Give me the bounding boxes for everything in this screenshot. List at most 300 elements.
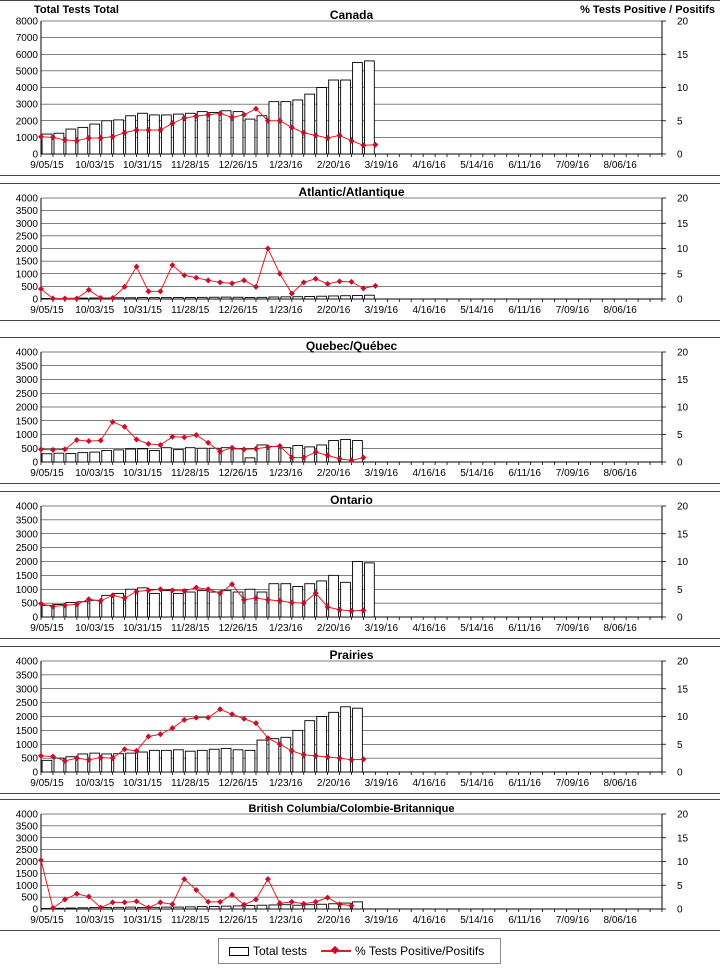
x-tick-label: 6/11/16 <box>508 160 541 171</box>
x-tick-label: 10/03/15 <box>75 468 115 479</box>
bar <box>90 452 100 462</box>
x-tick-label: 8/06/16 <box>603 623 637 634</box>
chart-ontario <box>0 492 720 640</box>
bar <box>341 80 351 154</box>
bar <box>353 562 363 618</box>
bar <box>293 905 303 909</box>
y-tick-left: 3000 <box>15 684 38 696</box>
line-point <box>217 706 223 712</box>
bar <box>221 906 231 909</box>
line-point <box>313 276 319 282</box>
x-tick-label: 12/26/15 <box>218 468 258 479</box>
bar <box>138 588 148 617</box>
y-tick-left: 1000 <box>15 132 38 144</box>
y-tick-left: 500 <box>21 892 38 904</box>
line-point <box>62 295 68 301</box>
chart-atlantic <box>0 184 720 322</box>
x-tick-label: 10/31/15 <box>123 305 162 316</box>
bar <box>245 119 255 154</box>
bar <box>353 295 363 299</box>
x-tick-label: 12/26/15 <box>218 623 258 634</box>
chart-title: Quebec/Québec <box>305 339 398 353</box>
bar <box>185 592 195 617</box>
x-tick-label: 5/14/16 <box>460 468 494 479</box>
line-point <box>265 876 271 882</box>
bar <box>269 739 279 772</box>
line-point <box>86 438 92 444</box>
y-tick-left: 4000 <box>15 347 38 359</box>
bar <box>161 448 171 462</box>
bar <box>341 707 351 772</box>
x-tick-label: 8/06/16 <box>603 778 637 789</box>
bar <box>269 297 279 299</box>
y-tick-right: 20 <box>677 501 689 513</box>
bar <box>329 575 339 617</box>
bar <box>317 904 327 909</box>
x-tick-label: 9/05/15 <box>30 778 64 789</box>
x-tick-label: 6/11/16 <box>508 468 541 479</box>
line-point <box>193 432 199 438</box>
x-tick-label: 10/03/15 <box>75 915 115 926</box>
bar <box>245 750 255 772</box>
x-tick-label: 10/03/15 <box>75 160 115 171</box>
x-tick-label: 12/26/15 <box>218 915 258 926</box>
y-tick-right: 0 <box>677 149 683 161</box>
y-tick-left: 4000 <box>15 193 38 205</box>
bar <box>257 905 267 909</box>
bar <box>233 906 243 909</box>
y-tick-left: 3000 <box>15 99 38 111</box>
bar <box>197 448 207 462</box>
line-point <box>122 899 128 905</box>
y-tick-left: 2000 <box>15 116 38 128</box>
bar <box>161 591 171 617</box>
bar <box>233 449 243 462</box>
bar <box>150 750 160 772</box>
bar <box>173 297 183 299</box>
x-tick-label: 9/05/15 <box>30 160 64 171</box>
x-tick-label: 4/16/16 <box>412 305 446 316</box>
x-tick-label: 8/06/16 <box>603 468 637 479</box>
bar <box>114 907 124 909</box>
y-tick-right: 20 <box>677 193 689 205</box>
line-point <box>241 277 247 283</box>
x-tick-label: 1/23/16 <box>269 160 303 171</box>
chart-title: Ontario <box>330 493 373 507</box>
line-point <box>110 899 116 905</box>
x-tick-label: 10/03/15 <box>75 305 115 316</box>
line-point <box>277 271 283 277</box>
bar <box>233 297 243 299</box>
bar <box>329 80 339 154</box>
y-tick-left: 8000 <box>15 16 38 28</box>
line-point <box>289 899 295 905</box>
y-tick-left: 0 <box>32 149 38 161</box>
y-tick-right: 0 <box>677 612 683 624</box>
x-tick-label: 3/19/16 <box>364 915 399 926</box>
bar <box>209 448 219 462</box>
bar <box>138 297 148 299</box>
x-tick-label: 4/16/16 <box>412 468 446 479</box>
x-tick-label: 5/14/16 <box>460 778 494 789</box>
line-point <box>134 264 140 270</box>
line-point <box>38 446 44 452</box>
panel-british-columbia <box>0 799 720 931</box>
bar <box>161 750 171 772</box>
y-tick-left: 2000 <box>15 244 38 255</box>
line-point <box>217 279 223 285</box>
y-tick-left: 1500 <box>15 570 38 582</box>
x-tick-label: 6/11/16 <box>508 305 541 316</box>
y-tick-left: 3000 <box>15 218 38 230</box>
bar <box>54 133 64 154</box>
bar <box>293 297 303 299</box>
bar <box>245 458 255 462</box>
y-tick-left: 6000 <box>15 49 38 61</box>
bar <box>269 102 279 154</box>
bar <box>42 454 52 462</box>
line-point <box>253 284 259 290</box>
bar <box>281 737 291 772</box>
x-tick-label: 11/28/15 <box>171 915 210 926</box>
x-tick-label: 4/16/16 <box>412 160 446 171</box>
bar <box>221 748 231 772</box>
y-tick-right: 10 <box>677 244 689 255</box>
x-tick-label: 12/26/15 <box>218 160 258 171</box>
line-point <box>337 278 343 284</box>
bar <box>233 750 243 772</box>
bar <box>197 750 207 772</box>
panel-atlantic <box>0 183 720 321</box>
bar <box>66 453 76 462</box>
bar <box>293 446 303 463</box>
x-tick-label: 5/14/16 <box>460 160 494 171</box>
x-tick-label: 7/09/16 <box>555 160 590 171</box>
bar <box>126 298 136 299</box>
bar <box>305 94 315 154</box>
bar <box>269 447 279 462</box>
legend-line-swatch <box>321 946 351 956</box>
x-tick-label: 7/09/16 <box>555 915 590 926</box>
x-tick-label: 10/03/15 <box>75 778 115 789</box>
line-point <box>181 434 187 440</box>
line-point <box>372 283 378 289</box>
legend-bar-swatch <box>229 947 249 956</box>
chart-title: Canada <box>329 8 374 22</box>
bar <box>185 297 195 299</box>
y-tick-left: 2500 <box>15 698 38 710</box>
x-tick-label: 2/20/16 <box>316 778 351 789</box>
line-point <box>157 442 163 448</box>
bar <box>269 905 279 909</box>
bar <box>173 750 183 772</box>
y-tick-left: 1000 <box>15 269 38 281</box>
chart-title: Atlantic/Atlantique <box>298 185 405 199</box>
line-point <box>157 731 163 737</box>
x-tick-label: 9/05/15 <box>30 305 64 316</box>
bar <box>173 114 183 154</box>
x-tick-label: 1/23/16 <box>269 305 303 316</box>
y-tick-left: 3500 <box>15 821 38 833</box>
bar <box>90 753 100 772</box>
x-tick-label: 6/11/16 <box>508 778 541 789</box>
y-tick-left: 4000 <box>15 83 38 94</box>
line-point <box>349 279 355 285</box>
line-series <box>41 860 352 908</box>
y-tick-left: 2500 <box>15 388 38 400</box>
panel-quebec <box>0 337 720 484</box>
line-point <box>157 288 163 294</box>
bar <box>197 907 207 909</box>
y-tick-left: 1000 <box>15 739 38 751</box>
legend-item-percent-positive <box>321 944 484 958</box>
bar <box>233 112 243 154</box>
bar <box>329 712 339 772</box>
x-tick-label: 10/31/15 <box>123 915 162 926</box>
y-tick-left: 1000 <box>15 584 38 596</box>
bar <box>209 906 219 909</box>
y-tick-left: 3500 <box>15 515 38 527</box>
y-tick-left: 4000 <box>15 656 38 668</box>
y-tick-right: 5 <box>677 880 683 892</box>
bar <box>209 297 219 299</box>
line-point <box>229 280 235 286</box>
bar <box>317 581 327 617</box>
y-tick-right: 10 <box>677 402 689 414</box>
x-tick-label: 11/28/15 <box>171 305 210 316</box>
bar <box>138 449 148 462</box>
x-tick-label: 8/06/16 <box>603 160 637 171</box>
bar <box>150 593 160 617</box>
y-tick-left: 3000 <box>15 833 38 845</box>
y-tick-right: 0 <box>677 294 683 306</box>
bar <box>245 905 255 909</box>
y-tick-right: 20 <box>677 656 689 668</box>
x-tick-label: 10/31/15 <box>123 778 162 789</box>
y-tick-left: 1000 <box>15 430 38 441</box>
bar <box>257 740 267 772</box>
x-tick-label: 12/26/15 <box>218 305 258 316</box>
bar <box>66 908 76 909</box>
y-tick-right: 5 <box>677 584 683 596</box>
y-tick-right: 5 <box>677 430 683 441</box>
x-tick-label: 9/05/15 <box>30 623 64 634</box>
bar <box>365 295 375 299</box>
x-tick-label: 10/03/15 <box>75 623 115 634</box>
y-tick-left: 2000 <box>15 557 38 568</box>
bar <box>221 591 231 617</box>
y-tick-right: 10 <box>677 557 689 568</box>
bar <box>209 592 219 617</box>
bar <box>42 605 52 617</box>
x-tick-label: 8/06/16 <box>603 915 637 926</box>
bar <box>114 450 124 462</box>
x-tick-label: 11/28/15 <box>171 468 210 479</box>
bar <box>102 450 112 462</box>
bar <box>66 129 76 154</box>
chart-quebec <box>0 338 720 485</box>
y-tick-left: 4000 <box>15 501 38 513</box>
x-tick-label: 1/23/16 <box>269 468 303 479</box>
x-tick-label: 2/20/16 <box>316 623 351 634</box>
y-tick-left: 0 <box>32 767 38 779</box>
bar <box>305 905 315 909</box>
line-point <box>98 295 104 301</box>
x-tick-label: 4/16/16 <box>412 623 446 634</box>
line-point <box>181 717 187 723</box>
line-point <box>145 905 151 911</box>
y-tick-left: 500 <box>21 281 38 293</box>
x-tick-label: 3/19/16 <box>364 778 399 789</box>
x-tick-label: 7/09/16 <box>555 623 590 634</box>
x-tick-label: 3/19/16 <box>364 623 399 634</box>
bar <box>126 907 136 909</box>
y-tick-left: 0 <box>32 904 38 916</box>
bar <box>281 297 291 299</box>
x-tick-label: 7/09/16 <box>555 468 590 479</box>
y-tick-right: 5 <box>677 269 683 281</box>
y-tick-left: 2500 <box>15 845 38 857</box>
y-tick-left: 1500 <box>15 868 38 880</box>
x-tick-label: 10/31/15 <box>123 623 162 634</box>
y-tick-left: 3500 <box>15 361 38 373</box>
y-tick-left: 2000 <box>15 402 38 414</box>
y-tick-right: 15 <box>677 375 689 386</box>
bar <box>245 297 255 299</box>
x-tick-label: 2/20/16 <box>316 305 351 316</box>
y-tick-left: 0 <box>32 294 38 306</box>
y-tick-right: 10 <box>677 712 689 723</box>
bar <box>221 297 231 299</box>
y-tick-left: 3500 <box>15 206 38 218</box>
y-tick-right: 5 <box>677 739 683 751</box>
y-tick-right: 15 <box>677 49 689 61</box>
bar <box>317 88 327 155</box>
line-point <box>38 857 44 863</box>
x-tick-label: 11/28/15 <box>171 160 210 171</box>
bar <box>257 592 267 617</box>
bar <box>353 708 363 772</box>
line-point <box>193 715 199 721</box>
legend-bar-label: Total tests <box>253 944 308 958</box>
line-point <box>193 585 199 591</box>
bar <box>138 113 148 154</box>
line-point <box>205 715 211 721</box>
x-tick-label: 1/23/16 <box>269 778 303 789</box>
bar <box>329 296 339 299</box>
y-tick-left: 500 <box>21 443 38 455</box>
x-tick-label: 4/16/16 <box>412 915 446 926</box>
y-tick-left: 2000 <box>15 712 38 723</box>
x-tick-label: 3/19/16 <box>364 305 399 316</box>
bar <box>126 449 136 462</box>
y-tick-right: 0 <box>677 457 683 469</box>
y-tick-right: 0 <box>677 767 683 779</box>
y-tick-left: 500 <box>21 753 38 765</box>
bar <box>161 907 171 909</box>
bar <box>161 115 171 154</box>
y-tick-right: 15 <box>677 218 689 230</box>
x-tick-label: 9/05/15 <box>30 915 64 926</box>
right-axis-title: % Tests Positive / Positifs <box>580 4 715 16</box>
bar <box>257 116 267 154</box>
x-tick-label: 12/26/15 <box>218 778 258 789</box>
chart-prairies <box>0 647 720 795</box>
line-point <box>157 899 163 905</box>
left-axis-title: Total Tests Total <box>34 4 119 16</box>
bar <box>245 589 255 617</box>
line-point <box>98 438 104 444</box>
bar <box>293 586 303 617</box>
y-tick-left: 4000 <box>15 809 38 821</box>
bar <box>90 124 100 154</box>
y-tick-left: 5000 <box>15 66 38 78</box>
bar <box>185 907 195 909</box>
bar <box>197 112 207 154</box>
y-tick-right: 15 <box>677 833 689 845</box>
x-tick-label: 5/14/16 <box>460 305 494 316</box>
line-point <box>145 441 151 447</box>
bar <box>150 298 160 299</box>
bar <box>42 760 52 772</box>
x-tick-label: 5/14/16 <box>460 623 494 634</box>
y-tick-left: 0 <box>32 457 38 469</box>
bar <box>90 600 100 617</box>
line-point <box>74 891 80 897</box>
bar <box>78 908 88 909</box>
bar <box>126 753 136 772</box>
bar <box>365 563 375 617</box>
y-tick-left: 500 <box>21 598 38 610</box>
panel-ontario <box>0 491 720 639</box>
bar <box>150 450 160 462</box>
y-tick-right: 10 <box>677 857 689 868</box>
line-point <box>169 901 175 907</box>
y-tick-left: 3000 <box>15 375 38 386</box>
x-tick-label: 9/05/15 <box>30 468 64 479</box>
x-tick-label: 1/23/16 <box>269 623 303 634</box>
line-point <box>134 898 140 904</box>
y-tick-right: 0 <box>677 904 683 916</box>
bar <box>365 61 375 154</box>
x-tick-label: 3/19/16 <box>364 468 399 479</box>
bar <box>209 749 219 772</box>
y-tick-left: 0 <box>32 612 38 624</box>
x-tick-label: 2/20/16 <box>316 915 351 926</box>
x-tick-label: 5/14/16 <box>460 915 494 926</box>
y-tick-left: 3000 <box>15 529 38 541</box>
chart-title: Prairies <box>329 648 374 662</box>
y-tick-left: 2000 <box>15 857 38 868</box>
bar <box>197 591 207 617</box>
bar <box>185 113 195 154</box>
x-tick-label: 7/09/16 <box>555 305 590 316</box>
x-tick-label: 1/23/16 <box>269 915 303 926</box>
x-tick-label: 10/31/15 <box>123 160 162 171</box>
x-tick-label: 6/11/16 <box>508 623 541 634</box>
x-tick-label: 3/19/16 <box>364 160 399 171</box>
y-tick-left: 1500 <box>15 725 38 737</box>
bar <box>281 584 291 617</box>
x-tick-label: 7/09/16 <box>555 778 590 789</box>
x-tick-label: 8/06/16 <box>603 305 637 316</box>
bar <box>150 115 160 154</box>
y-tick-left: 3500 <box>15 670 38 682</box>
bar <box>341 582 351 617</box>
line-point <box>110 419 116 425</box>
x-tick-label: 4/16/16 <box>412 778 446 789</box>
bar <box>257 297 267 299</box>
